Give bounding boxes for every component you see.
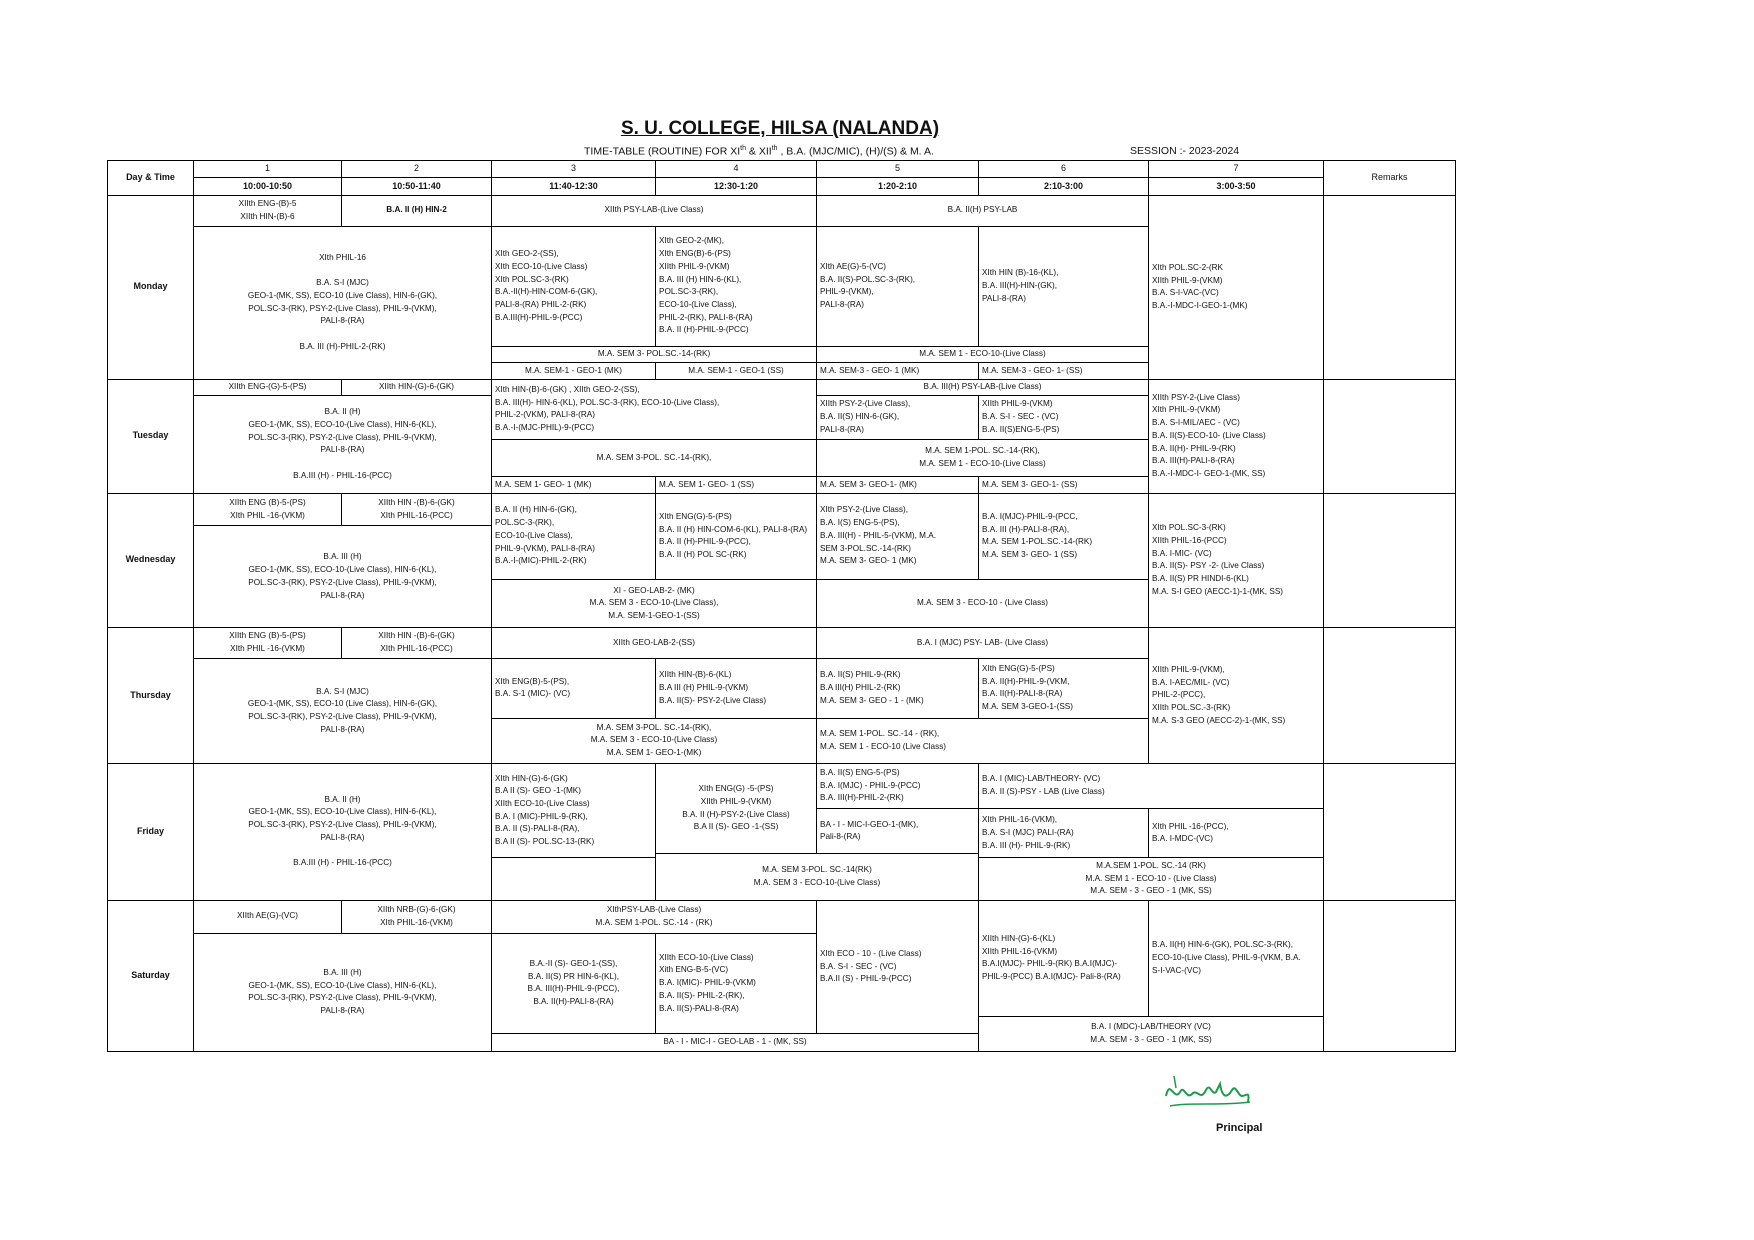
sat-remarks	[1324, 900, 1456, 1051]
college-title: S. U. COLLEGE, HILSA (NALANDA)	[620, 118, 940, 139]
day-thursday: Thursday	[108, 628, 194, 764]
period-number: 1	[194, 161, 342, 178]
timetable-subtitle: TIME-TABLE (ROUTINE) FOR XIth & XIIth , B.A. (MJC/MIC), (H)/(S) & M. A.	[584, 145, 934, 158]
sat-slot: XIIth HIN-(G)-6-(KL) XIIth PHIL-16-(VKM) B.A.I(MJC)- PHIL-9-(RK) B.A.I(MJC)- PHIL-9-(PCC) B.A.I(MJC)- Pali-8-(RA)	[979, 900, 1149, 1016]
wed-slot: B.A. I(MJC)-PHIL-9-(PCC, B.A. III (H)-PALI-8-(RA), M.A. SEM 1-POL.SC.-14-(RK) M.A. SEM 3- GEO- 1 (SS)	[979, 493, 1149, 579]
principal-label: Principal	[1216, 1122, 1263, 1134]
sat-slot: XIIth ECO-10-(Live Class) Xith ENG-B-5-(VC) B.A. I(MIC)- PHIL-9-(VKM) B.A. II(S)- PHIL-2-(RK), B.A. II(S)-PALI-8-(RA)	[656, 933, 817, 1034]
wed-slot: B.A. III (H) GEO-1-(MK, SS), ECO-10-(Live Class), HIN-6-(KL), POL.SC-3-(RK), PSY-2-(Live Class), PHIL-9-(VKM), PALI-8-(RA)	[194, 526, 492, 628]
wed-slot: XIth PSY-2-(Live Class), B.A. I(S) ENG-5-(PS), B.A. III(H) - PHIL-5-(VKM), M.A. SEM 3-POL.SC.-14-(RK) M.A. SEM 3- GEO- 1 (MK)	[817, 493, 979, 579]
tue-slot: M.A. SEM 1- GEO- 1 (SS)	[656, 477, 817, 493]
fri-slot: XIth PHIL-16-(VKM), B.A. S-I (MJC) PALI-(RA) B.A. III (H)- PHIL-9-(RK)	[979, 809, 1149, 858]
day-tuesday: Tuesday	[108, 379, 194, 493]
thu-slot: XIIth HIN -(B)-6-(GK) XIth PHIL-16-(PCC)	[342, 628, 492, 659]
mon-slot: M.A. SEM-3 - GEO- 1 (MK)	[817, 363, 979, 379]
sat-slot: XIthPSY-LAB-(Live Class) M.A. SEM 1-POL. SC.-14 - (RK)	[492, 900, 817, 933]
tue-slot: M.A. SEM 3-POL. SC.-14-(RK),	[492, 440, 817, 477]
period-number: 7	[1149, 161, 1324, 178]
fri-slot: XIth HIN-(G)-6-(GK) B.A II (S)- GEO -1-(MK) XIIth ECO-10-(Live Class) B.A. I (MIC)-PHIL-9-(RK), B.A. II (S)-PALI-8-(RA), B.A II (S)- POL.SC-13-(RK)	[492, 763, 656, 858]
mon-slot: M.A. SEM 3- POL.SC.-14-(RK)	[492, 346, 817, 362]
tue-slot: XIth HIN-(B)-6-(GK) , XIIth GEO-2-(SS), B.A. III(H)- HIN-6-(KL), POL.SC-3-(RK), ECO-10-(Live Class), PHIL-2-(VKM), PALI-8-(RA) B.A.-I-(MJC-PHIL)-9-(PCC)	[492, 379, 817, 439]
period-time: 1:20-2:10	[817, 178, 979, 195]
wed-slot: XIIth ENG (B)-5-(PS) XIth PHIL -16-(VKM)	[194, 493, 342, 526]
period-time: 12:30-1:20	[656, 178, 817, 195]
tue-slot: XIIth ENG-(G)-5-(PS)	[194, 379, 342, 395]
wed-slot: XI - GEO-LAB-2- (MK) M.A. SEM 3 - ECO-10-(Live Class), M.A. SEM-1-GEO-1-(SS)	[492, 579, 817, 627]
thu-slot: B.A. I (MJC) PSY- LAB- (Live Class)	[817, 628, 1149, 659]
remarks-header: Remarks	[1324, 161, 1456, 196]
wed-slot: B.A. II (H) HIN-6-(GK), POL.SC-3-(RK), ECO-10-(Live Class), PHIL-9-(VKM), PALI-8-(RA) B.A.-I-(MIC)-PHIL-2-(RK)	[492, 493, 656, 579]
wed-remarks	[1324, 493, 1456, 628]
sat-slot: B.A. III (H) GEO-1-(MK, SS), ECO-10-(Live Class), HIN-6-(KL), POL.SC-3-(RK), PSY-2-(Live Class), PHIL-9-(VKM), PALI-8-(RA)	[194, 933, 492, 1051]
fri-slot: B.A. I (MIC)-LAB/THEORY- (VC) B.A. II (S)-PSY - LAB (Live Class)	[979, 763, 1324, 808]
fri-slot: XIth PHIL -16-(PCC), B.A. I-MDC-(VC)	[1149, 809, 1324, 858]
sat-slot: B.A.-II (S)- GEO-1-(SS), B.A. II(S) PR HIN-6-(KL), B.A. III(H)-PHIL-9-(PCC), B.A. II(H)-PALI-8-(RA)	[492, 933, 656, 1034]
mon-slot: M.A. SEM 1 - ECO-10-(Live Class)	[817, 346, 1149, 362]
thu-slot: XIth ENG(G)-5-(PS) B.A. II(H)-PHIL-9-(VKM, B.A. II(H)-PALI-8-(RA) M.A. SEM 3-GEO-1-(SS)	[979, 659, 1149, 719]
wed-slot: XIIth HIN -(B)-6-(GK) XIth PHIL-16-(PCC)	[342, 493, 492, 526]
period-number: 6	[979, 161, 1149, 178]
mon-slot: XIIth PSY-LAB-(Live Class)	[492, 195, 817, 226]
mon-slot: B.A. II(H) PSY-LAB	[817, 195, 1149, 226]
tue-slot: M.A. SEM 3- GEO-1- (SS)	[979, 477, 1149, 493]
wed-slot: XIth POL.SC-3-(RK) XIIth PHIL-16-(PCC) B.A. I-MIC- (VC) B.A. II(S)- PSY -2- (Live Class) B.A. II(S) PR HINDI-6-(KL) M.A. S-I GEO (AECC-1)-1-(MK, SS)	[1149, 493, 1324, 628]
mon-slot: XIth HIN (B)-16-(KL), B.A. III(H)-HIN-(GK), PALI-8-(RA)	[979, 226, 1149, 346]
thu-slot: M.A. SEM 3-POL. SC.-14-(RK), M.A. SEM 3 - ECO-10-(Live Class) M.A. SEM 1- GEO-1-(MK)	[492, 718, 817, 763]
fri-empty	[492, 858, 656, 900]
fri-slot: B.A. II(S) ENG-5-(PS) B.A. I(MJC) - PHIL-9-(PCC) B.A. III(H)-PHIL-2-(RK)	[817, 763, 979, 808]
tue-slot: B.A. II (H) GEO-1-(MK, SS), ECO-10-(Live Class), HIN-6-(KL), POL.SC-3-(RK), PSY-2-(Live Class), PHIL-9-(VKM), PALI-8-(RA) B.A.III (H) - PHIL-16-(PCC)	[194, 395, 492, 493]
sat-slot: B.A. II(H) HIN-6-(GK), POL.SC-3-(RK), ECO-10-(Live Class), PHIL-9-(VKM, B.A. S-I-VAC-(VC)	[1149, 900, 1324, 1016]
tue-slot: M.A. SEM 1- GEO- 1 (MK)	[492, 477, 656, 493]
session-label: SESSION :- 2023-2024	[1130, 145, 1240, 157]
period-number: 3	[492, 161, 656, 178]
thu-slot: B.A. II(S) PHIL-9-(RK) B.A III(H) PHIL-2-(RK) M.A. SEM 3- GEO - 1 - (MK)	[817, 659, 979, 719]
thu-remarks	[1324, 628, 1456, 764]
wed-slot: XIth ENG(G)-5-(PS) B.A. II (H) HIN-COM-6-(KL), PALI-8-(RA) B.A. II (H)-PHIL-9-(PCC), B.A. II (H) POL SC-(RK)	[656, 493, 817, 579]
tue-slot: M.A. SEM 3- GEO-1- (MK)	[817, 477, 979, 493]
sat-slot: XIIth AE(G)-(VC)	[194, 900, 342, 933]
sat-slot: XIIth NRB-(G)-6-(GK) XIth PHIL-16-(VKM)	[342, 900, 492, 933]
mon-slot: XIth AE(G)-5-(VC) B.A. II(S)-POL.SC-3-(RK), PHIL-9-(VKM), PALI-8-(RA)	[817, 226, 979, 346]
day-saturday: Saturday	[108, 900, 194, 1051]
tue-slot: XIIth HIN-(G)-6-(GK)	[342, 379, 492, 395]
tue-slot: XIIth PSY-2-(Live Class) XIth PHIL-9-(VKM) B.A. S-I-MIL/AEC - (VC) B.A. II(S)-ECO-10- (Live Class) B.A. II(H)- PHIL-9-(RK) B.A. III(H)-PALI-8-(RA) B.A.-I-MDC-I- GEO-1-(MK, SS)	[1149, 379, 1324, 493]
tue-slot: B.A. III(H) PSY-LAB-(Live Class)	[817, 379, 1149, 395]
thu-slot: XIIth GEO-LAB-2-(SS)	[492, 628, 817, 659]
day-time-header: Day & Time	[108, 161, 194, 196]
day-friday: Friday	[108, 763, 194, 900]
fri-remarks	[1324, 763, 1456, 900]
period-number: 4	[656, 161, 817, 178]
mon-slot: M.A. SEM-1 - GEO-1 (MK)	[492, 363, 656, 379]
tue-slot: XIIth PHIL-9-(VKM) B.A. S-I - SEC - (VC) B.A. II(S)ENG-5-(PS)	[979, 395, 1149, 439]
thu-slot: B.A. S-I (MJC) GEO-1-(MK, SS), ECO-10 (Live Class), HIN-6-(GK), POL.SC-3-(RK), PSY-2-(Live Class), PHIL-9-(VKM), PALI-8-(RA)	[194, 659, 492, 764]
timetable	[107, 160, 1456, 1052]
mon-slot: B.A. II (H) HIN-2	[342, 195, 492, 226]
thu-slot: XIth ENG(B)-5-(PS), B.A. S-1 (MIC)- (VC)	[492, 659, 656, 719]
period-time: 10:00-10:50	[194, 178, 342, 195]
mon-slot: XIth GEO-2-(MK), XIth ENG(B)-6-(PS) XIIth PHIL-9-(VKM) B.A. III (H) HIN-6-(KL), POL.SC-3-(RK), ECO-10-(Live Class), PHIL-2-(RK), PALI-8-(RA) B.A. II (H)-PHIL-9-(PCC)	[656, 226, 817, 346]
fri-slot: XIth ENG(G) -5-(PS) XIIth PHIL-9-(VKM) B.A. II (H)-PSY-2-(Live Class) B.A II (S)- GEO -1-(SS)	[656, 763, 817, 853]
thu-slot: M.A. SEM 1-POL. SC.-14 - (RK), M.A. SEM 1 - ECO-10 (Live Class)	[817, 718, 1149, 763]
mon-slot: M.A. SEM-3 - GEO- 1- (SS)	[979, 363, 1149, 379]
wed-slot: M.A. SEM 3 - ECO-10 - (Live Class)	[817, 579, 1149, 627]
sat-slot: B.A. I (MDC)-LAB/THEORY (VC) M.A. SEM - 3 - GEO - 1 (MK, SS)	[979, 1016, 1324, 1051]
thu-slot: XIIth ENG (B)-5-(PS) XIth PHIL -16-(VKM)	[194, 628, 342, 659]
period-time: 2:10-3:00	[979, 178, 1149, 195]
period-time: 10:50-11:40	[342, 178, 492, 195]
mon-slot: XIth PHIL-16 B.A. S-I (MJC) GEO-1-(MK, SS), ECO-10 (Live Class), HIN-6-(GK), POL.SC-3-(RK), PSY-2-(Live Class), PHIL-9-(VKM), PALI-8-(RA) B.A. III (H)-PHIL-2-(RK)	[194, 226, 492, 379]
mon-remarks	[1324, 195, 1456, 379]
period-time: 11:40-12:30	[492, 178, 656, 195]
mon-slot: M.A. SEM-1 - GEO-1 (SS)	[656, 363, 817, 379]
thu-slot: XIIth HIN-(B)-6-(KL) B.A III (H) PHIL-9-(VKM) B.A. II(S)- PSY-2-(Live Class)	[656, 659, 817, 719]
period-number: 2	[342, 161, 492, 178]
tue-remarks	[1324, 379, 1456, 493]
principal-signature	[1160, 1066, 1256, 1116]
fri-slot: BA - I - MIC-I-GEO-1-(MK), Pali-8-(RA)	[817, 809, 979, 854]
fri-slot: M.A. SEM 3-POL. SC.-14(RK) M.A. SEM 3 - ECO-10-(Live Class)	[656, 854, 979, 900]
sat-slot: XIth ECO - 10 - (Live Class) B.A. S-I - SEC - (VC) B.A.II (S) - PHIL-9-(PCC)	[817, 900, 979, 1034]
thu-slot: XIIth PHIL-9-(VKM), B.A. I-AEC/MIL- (VC) PHIL-2-(PCC), XIIth POL.SC.-3-(RK) M.A. S-3 GEO (AECC-2)-1-(MK, SS)	[1149, 628, 1324, 764]
fri-slot: M.A.SEM 1-POL. SC.-14 (RK) M.A. SEM 1 - ECO-10 - (Live Class) M.A. SEM - 3 - GEO - 1 (MK, SS)	[979, 858, 1324, 900]
period-time: 3:00-3:50	[1149, 178, 1324, 195]
period-number: 5	[817, 161, 979, 178]
sat-slot: BA - I - MIC-I - GEO-LAB - 1 - (MK, SS)	[492, 1034, 979, 1052]
mon-slot: XIIth ENG-(B)-5 XIIth HIN-(B)-6	[194, 195, 342, 226]
tue-slot: XIIth PSY-2-(Live Class), B.A. II(S) HIN-6-(GK), PALI-8-(RA)	[817, 395, 979, 439]
tue-slot: M.A. SEM 1-POL. SC.-14-(RK), M.A. SEM 1 - ECO-10-(Live Class)	[817, 440, 1149, 477]
day-wednesday: Wednesday	[108, 493, 194, 628]
mon-slot: XIth GEO-2-(SS), XIth ECO-10-(Live Class) XIth POL.SC-3-(RK) B.A.-II(H)-HIN-COM-6-(GK), PALI-8-(RA) PHIL-2-(RK) B.A.III(H)-PHIL-9-(PCC)	[492, 226, 656, 346]
mon-slot: XIth POL.SC-2-(RK XIIth PHIL-9-(VKM) B.A. S-I-VAC-(VC) B.A.-I-MDC-I-GEO-1-(MK)	[1149, 195, 1324, 379]
fri-slot: B.A. II (H) GEO-1-(MK, SS), ECO-10-(Live Class), HIN-6-(KL), POL.SC-3-(RK), PSY-2-(Live Class), PHIL-9-(VKM), PALI-8-(RA) B.A.III (H) - PHIL-16-(PCC)	[194, 763, 492, 900]
day-monday: Monday	[108, 195, 194, 379]
